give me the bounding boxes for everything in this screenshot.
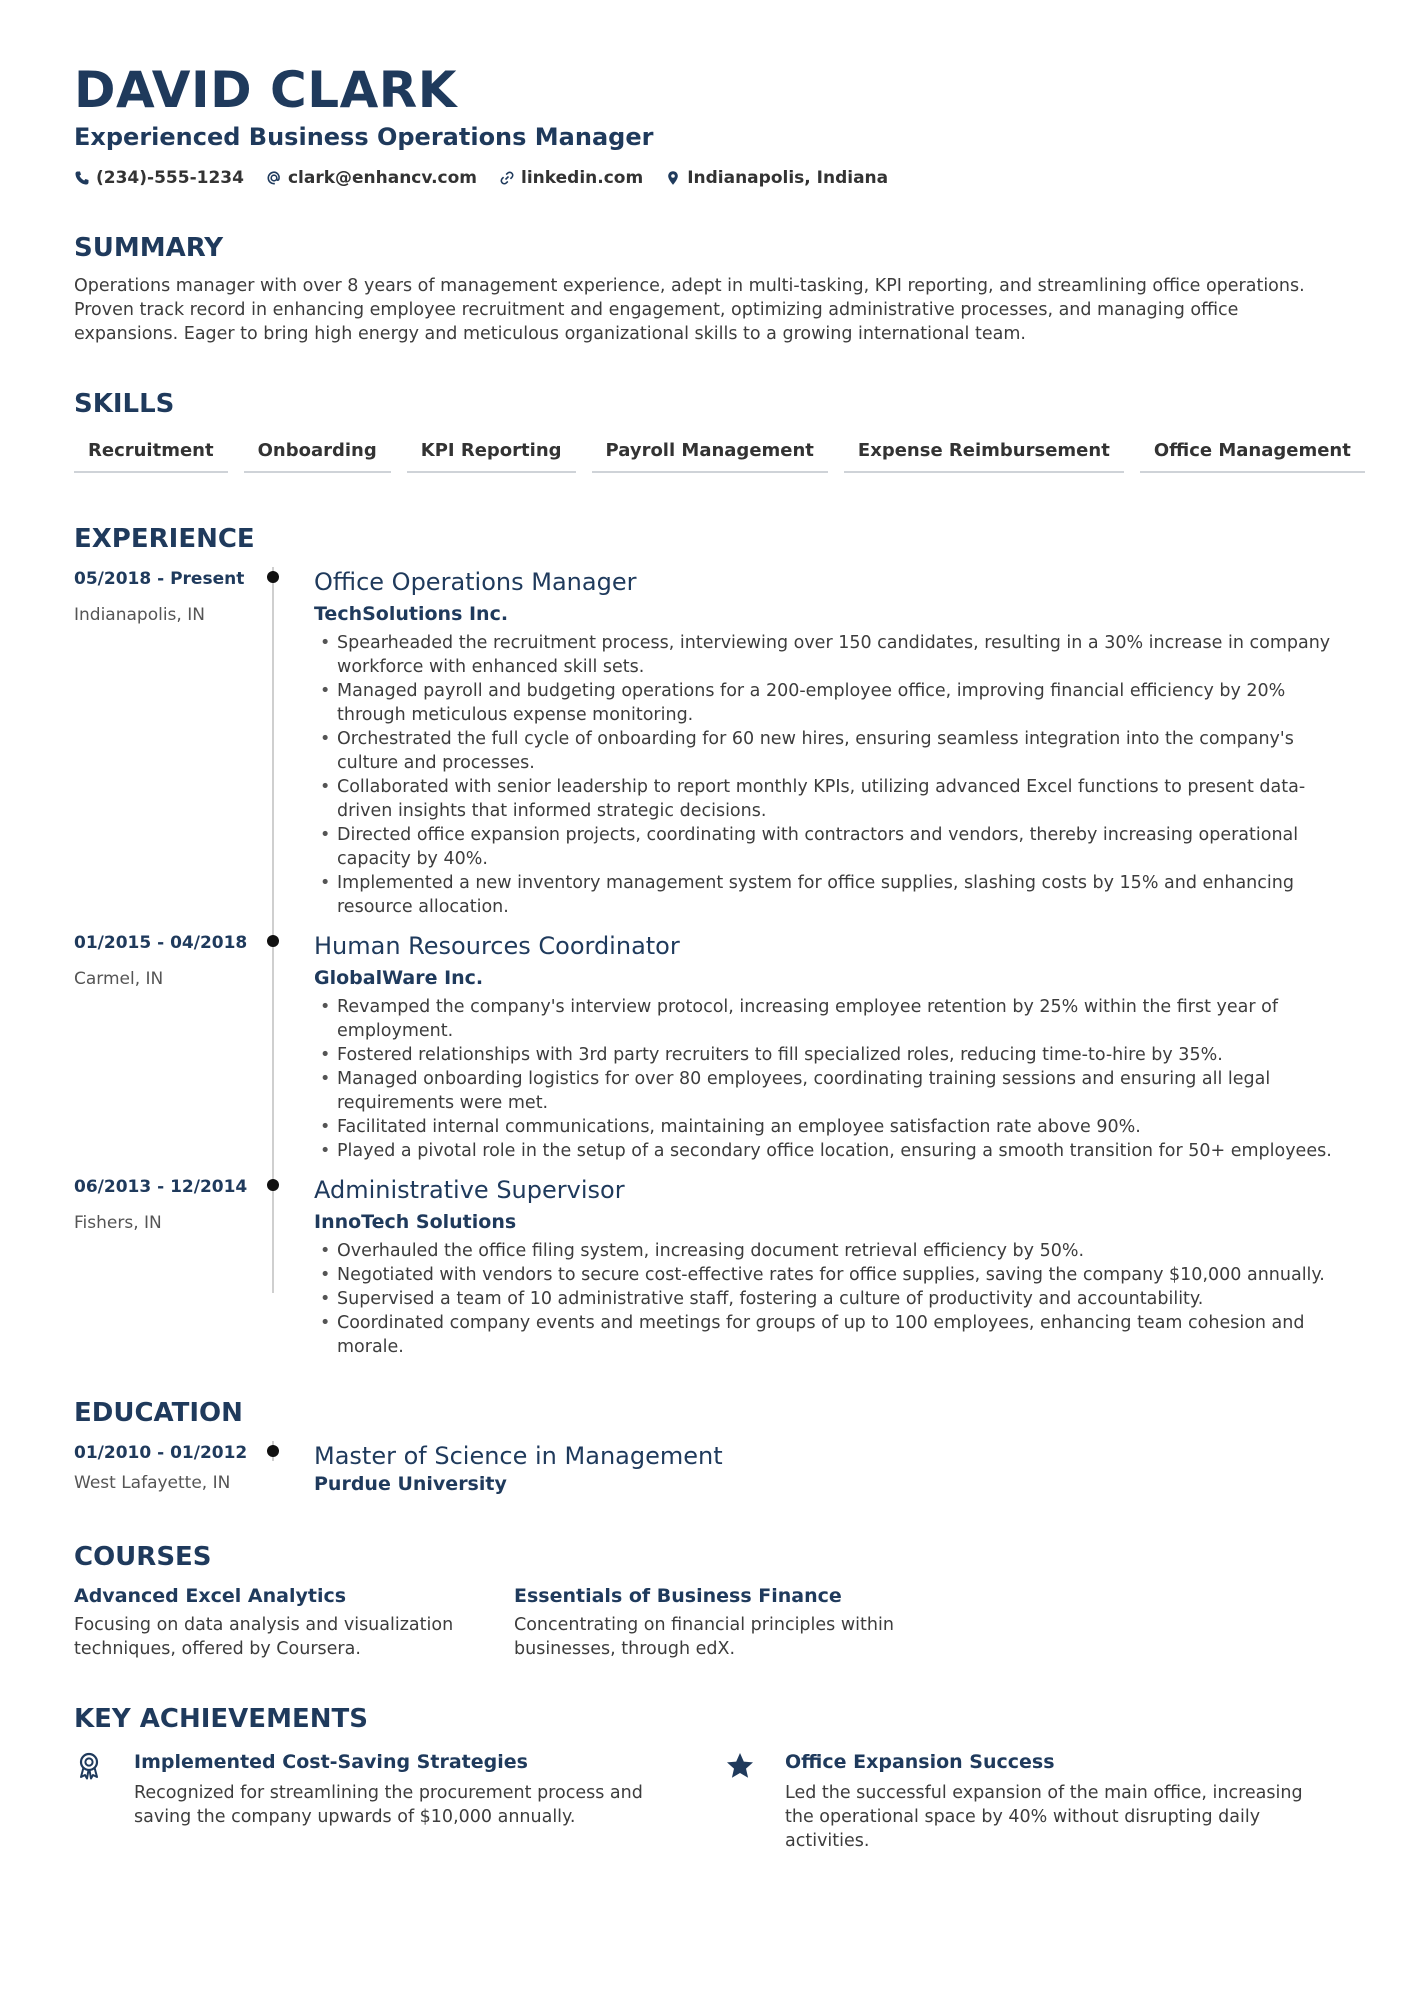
skill-tag: Payroll Management: [592, 434, 828, 473]
phone-icon: [74, 170, 90, 186]
education-heading: EDUCATION: [74, 1398, 243, 1428]
list-item: • Collaborated with senior leadership to report monthly KPIs, utilizing advanced Excel functions to present data-driven insights that informed strategic decisions.: [314, 775, 1336, 823]
entry-meta: [74, 931, 274, 1163]
job-company: GlobalWare Inc.: [314, 967, 484, 989]
timeline-dot: [267, 571, 279, 583]
course-title: Essentials of Business Finance: [514, 1585, 842, 1607]
entry-dates: 01/2015 - 04/2018: [74, 933, 248, 953]
achievement-body: [785, 1749, 1336, 1853]
contact-phone[interactable]: [74, 168, 244, 188]
entry-dates: 05/2018 - Present: [74, 569, 245, 589]
award-ribbon-icon: [74, 1751, 104, 1781]
location-text: Indianapolis, Indiana: [687, 168, 889, 188]
list-item: • Facilitated internal communications, maintaining an employee satisfaction rate above 90%.: [314, 1115, 1336, 1139]
job-company: InnoTech Solutions: [314, 1211, 517, 1233]
education-section: [74, 1397, 1336, 1497]
candidate-title: Experienced Business Operations Manager: [74, 123, 654, 151]
entry-location: Indianapolis, IN: [74, 605, 205, 625]
entry-meta: [74, 1175, 274, 1359]
job-role: Human Resources Coordinator: [314, 932, 680, 960]
skills-heading: SKILLS: [74, 389, 175, 419]
list-item: • Revamped the company's interview protocol, increasing employee retention by 25% within the first year of employment.: [314, 995, 1336, 1043]
courses-heading: COURSES: [74, 1542, 212, 1572]
summary-heading: SUMMARY: [74, 233, 224, 263]
contact-location: [665, 168, 888, 188]
location-pin-icon: [665, 170, 681, 186]
experience-entry: [74, 1175, 1336, 1359]
school-name: Purdue University: [314, 1473, 507, 1495]
list-item: • Directed office expansion projects, coordinating with contractors and vendors, thereby increasing operational capacity by 40%.: [314, 823, 1336, 871]
achievement-item: [74, 1749, 685, 1853]
contact-email[interactable]: [266, 168, 477, 188]
phone-text: (234)-555-1234: [96, 168, 244, 188]
course-description: Focusing on data analysis and visualization techniques, offered by Coursera.: [74, 1615, 454, 1659]
achievement-description: Recognized for streamlining the procurement process and saving the company upwards of $10,000 annually.: [134, 1783, 643, 1827]
achievement-title: Office Expansion Success: [785, 1751, 1055, 1773]
timeline-dot: [267, 935, 279, 947]
entry-details: [314, 1175, 1336, 1359]
entry-details: [314, 931, 1336, 1163]
job-company: TechSolutions Inc.: [314, 603, 509, 625]
entry-location: Fishers, IN: [74, 1213, 162, 1233]
achievements-section: [74, 1703, 1336, 1853]
job-role: Office Operations Manager: [314, 568, 637, 596]
education-entry: [74, 1441, 1336, 1497]
achievement-title: Implemented Cost-Saving Strategies: [134, 1751, 528, 1773]
list-item: • Overhauled the office filing system, increasing document retrieval efficiency by 50%.: [314, 1239, 1336, 1263]
achievements-list: [74, 1749, 1336, 1853]
skills-list: [74, 434, 1351, 473]
courses-section: [74, 1541, 1336, 1661]
entry-details: [314, 1441, 1336, 1497]
email-text: clark@enhancv.com: [287, 168, 478, 188]
course-item: [514, 1583, 894, 1661]
link-icon: [499, 170, 515, 186]
course-description: Concentrating on financial principles within businesses, through edX.: [514, 1615, 894, 1659]
skill-tag: Office Management: [1140, 434, 1365, 473]
candidate-name: DAVID CLARK: [74, 61, 458, 119]
skill-tag: Recruitment: [74, 434, 228, 473]
experience-entry: [74, 931, 1336, 1163]
degree-title: Master of Science in Management: [314, 1442, 723, 1470]
list-item: • Negotiated with vendors to secure cost-effective rates for office supplies, saving the company $10,000 annually.: [314, 1263, 1336, 1287]
star-icon: [725, 1751, 755, 1781]
achievement-description: Led the successful expansion of the main office, increasing the operational space by 40% without disrupting daily activities.: [785, 1783, 1303, 1851]
timeline-dot: [267, 1179, 279, 1191]
skill-tag: Onboarding: [244, 434, 391, 473]
timeline-line: [272, 931, 274, 1181]
entry-meta: [74, 1441, 274, 1497]
experience-entry: [74, 567, 1336, 919]
resume-header: [74, 60, 1336, 188]
list-item: • Implemented a new inventory management system for office supplies, slashing costs by 15% and enhancing resource allocation.: [314, 871, 1336, 919]
at-icon: [266, 170, 282, 186]
entry-details: [314, 567, 1336, 919]
course-title: Advanced Excel Analytics: [74, 1585, 347, 1607]
entry-meta: [74, 567, 274, 919]
achievement-icon-wrap: [725, 1749, 765, 1853]
achievement-item: [725, 1749, 1336, 1853]
achievement-body: [134, 1749, 685, 1853]
timeline-line: [272, 567, 274, 939]
course-item: [74, 1583, 454, 1661]
list-item: • Orchestrated the full cycle of onboarding for 60 new hires, ensuring seamless integration into the company's culture and processes.: [314, 727, 1336, 775]
summary-section: [74, 232, 1336, 346]
list-item: • Managed payroll and budgeting operations for a 200-employee office, improving financial efficiency by 20% through meticulous expense monitoring.: [314, 679, 1336, 727]
job-bullets: [314, 995, 1336, 1163]
entry-dates: 06/2013 - 12/2014: [74, 1177, 248, 1197]
list-item: • Managed onboarding logistics for over 80 employees, coordinating training sessions and ensuring all legal requirements were met.: [314, 1067, 1336, 1115]
list-item: • Spearheaded the recruitment process, interviewing over 150 candidates, resulting in a 30% increase in company workforce with enhanced skill sets.: [314, 631, 1336, 679]
summary-text: Operations manager with over 8 years of management experience, adept in multi-tasking, KPI reporting, and streamlining office operations. Proven track record in enhancing employee recruitment and engagement, optimizing administrative processes, and managing office expansions. Eager to bring high energy and meticulous organizational skills to a growing international team.: [74, 276, 1305, 344]
achievements-heading: KEY ACHIEVEMENTS: [74, 1704, 368, 1734]
skill-tag: Expense Reimbursement: [844, 434, 1124, 473]
linkedin-text: linkedin.com: [521, 168, 644, 188]
timeline-line: [272, 1175, 274, 1293]
timeline-dot: [267, 1445, 279, 1457]
job-role: Administrative Supervisor: [314, 1176, 625, 1204]
contact-linkedin[interactable]: [499, 168, 643, 188]
entry-dates: 01/2010 - 01/2012: [74, 1443, 248, 1463]
list-item: • Fostered relationships with 3rd party recruiters to fill specialized roles, reducing time-to-hire by 35%.: [314, 1043, 1336, 1067]
job-bullets: [314, 631, 1336, 919]
list-item: • Coordinated company events and meetings for groups of up to 100 employees, enhancing team cohesion and morale.: [314, 1311, 1336, 1359]
list-item: • Supervised a team of 10 administrative staff, fostering a culture of productivity and accountability.: [314, 1287, 1336, 1311]
list-item: • Played a pivotal role in the setup of a secondary office location, ensuring a smooth transition for 50+ employees.: [314, 1139, 1336, 1163]
achievement-icon-wrap: [74, 1749, 114, 1853]
entry-location: West Lafayette, IN: [74, 1473, 231, 1493]
entry-location: Carmel, IN: [74, 969, 164, 989]
skill-tag: KPI Reporting: [407, 434, 576, 473]
courses-list: [74, 1583, 1336, 1661]
skills-section: [74, 388, 1351, 473]
job-bullets: [314, 1239, 1336, 1359]
experience-section: [74, 523, 1336, 1359]
contact-bar: [74, 168, 1336, 188]
experience-heading: EXPERIENCE: [74, 524, 255, 554]
